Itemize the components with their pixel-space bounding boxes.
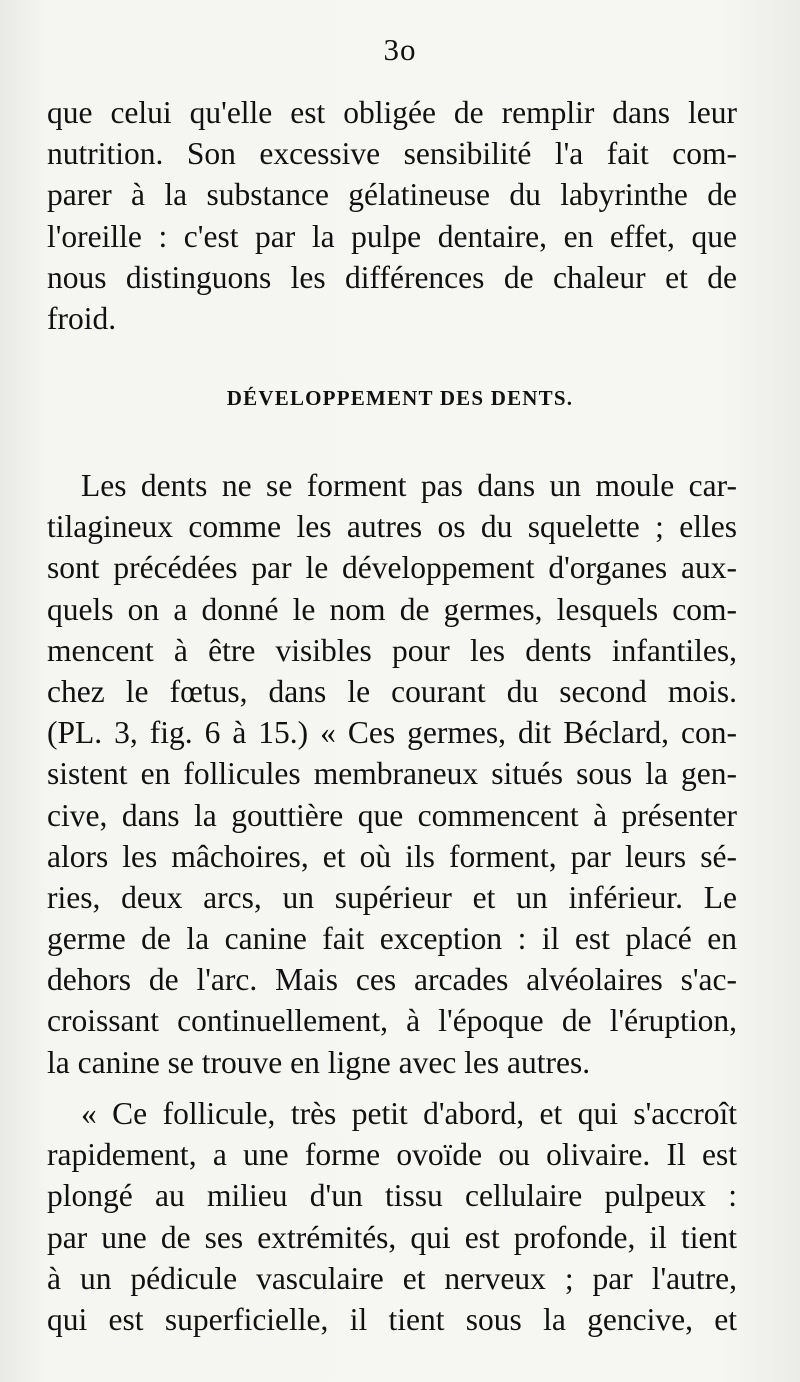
- text-line: nous distinguons les différences de chaleur et de: [47, 259, 737, 295]
- text-line: froid.: [47, 300, 117, 336]
- text-line: « Ce follicule, très petit d'abord, et qui s'accroît: [81, 1096, 737, 1131]
- text-line: qui est superficielle, il tient sous la gencive, et: [47, 1301, 737, 1337]
- text-line: sont précédées par le développement d'organes aux-: [47, 550, 737, 586]
- text-line: dehors de l'arc. Mais ces arcades alvéolaires s'ac-: [47, 962, 737, 998]
- text-line: ries, deux arcs, un supérieur et un inférieur. Le: [47, 879, 737, 915]
- section-heading: DÉVELOPPEMENT DES DENTS.: [226, 386, 574, 410]
- text-line: chez le fœtus, dans le courant du second mois.: [47, 673, 737, 709]
- paragraph-3: [47, 1093, 737, 1340]
- text-line: quels on a donné le nom de germes, lesquels com-: [47, 591, 737, 627]
- text-line: Les dents ne se forment pas dans un moule car-: [81, 468, 737, 503]
- page-number: 3o: [383, 32, 417, 67]
- text-line: à un pédicule vasculaire et nerveux ; par l'autre,: [47, 1260, 737, 1296]
- paragraph-2: [47, 465, 737, 1083]
- text-line: nutrition. Son excessive sensibilité l'a fait com-: [47, 136, 737, 172]
- text-line: parer à la substance gélatineuse du labyrinthe de: [47, 177, 737, 213]
- text-line: plongé au milieu d'un tissu cellulaire pulpeux :: [47, 1178, 737, 1214]
- text-line: par une de ses extrémités, qui est profonde, il tient: [47, 1219, 737, 1255]
- text-line: l'oreille : c'est par la pulpe dentaire, en effet, que: [47, 218, 737, 254]
- paragraph-1: [47, 92, 737, 339]
- text-line: (PL. 3, fig. 6 à 15.) « Ces germes, dit Béclard, con-: [47, 715, 737, 751]
- text-line: tilagineux comme les autres os du squelette ; elles: [47, 509, 737, 545]
- text-line: rapidement, a une forme ovoïde ou olivaire. Il est: [47, 1137, 737, 1173]
- text-line: mencent à être visibles pour les dents infantiles,: [47, 632, 737, 668]
- text-line: cive, dans la gouttière que commencent à présenter: [47, 797, 737, 833]
- text-line: croissant continuellement, à l'époque de l'éruption,: [47, 1003, 737, 1039]
- text-line: alors les mâchoires, et où ils forment, par leurs sé-: [47, 838, 737, 874]
- text-line: germe de la canine fait exception : il est placé en: [47, 921, 737, 957]
- text-line: que celui qu'elle est obligée de remplir dans leur: [47, 95, 737, 130]
- text-line: sistent en follicules membraneux situés sous la gen-: [47, 756, 737, 792]
- text-line: la canine se trouve en ligne avec les autres.: [47, 1044, 591, 1080]
